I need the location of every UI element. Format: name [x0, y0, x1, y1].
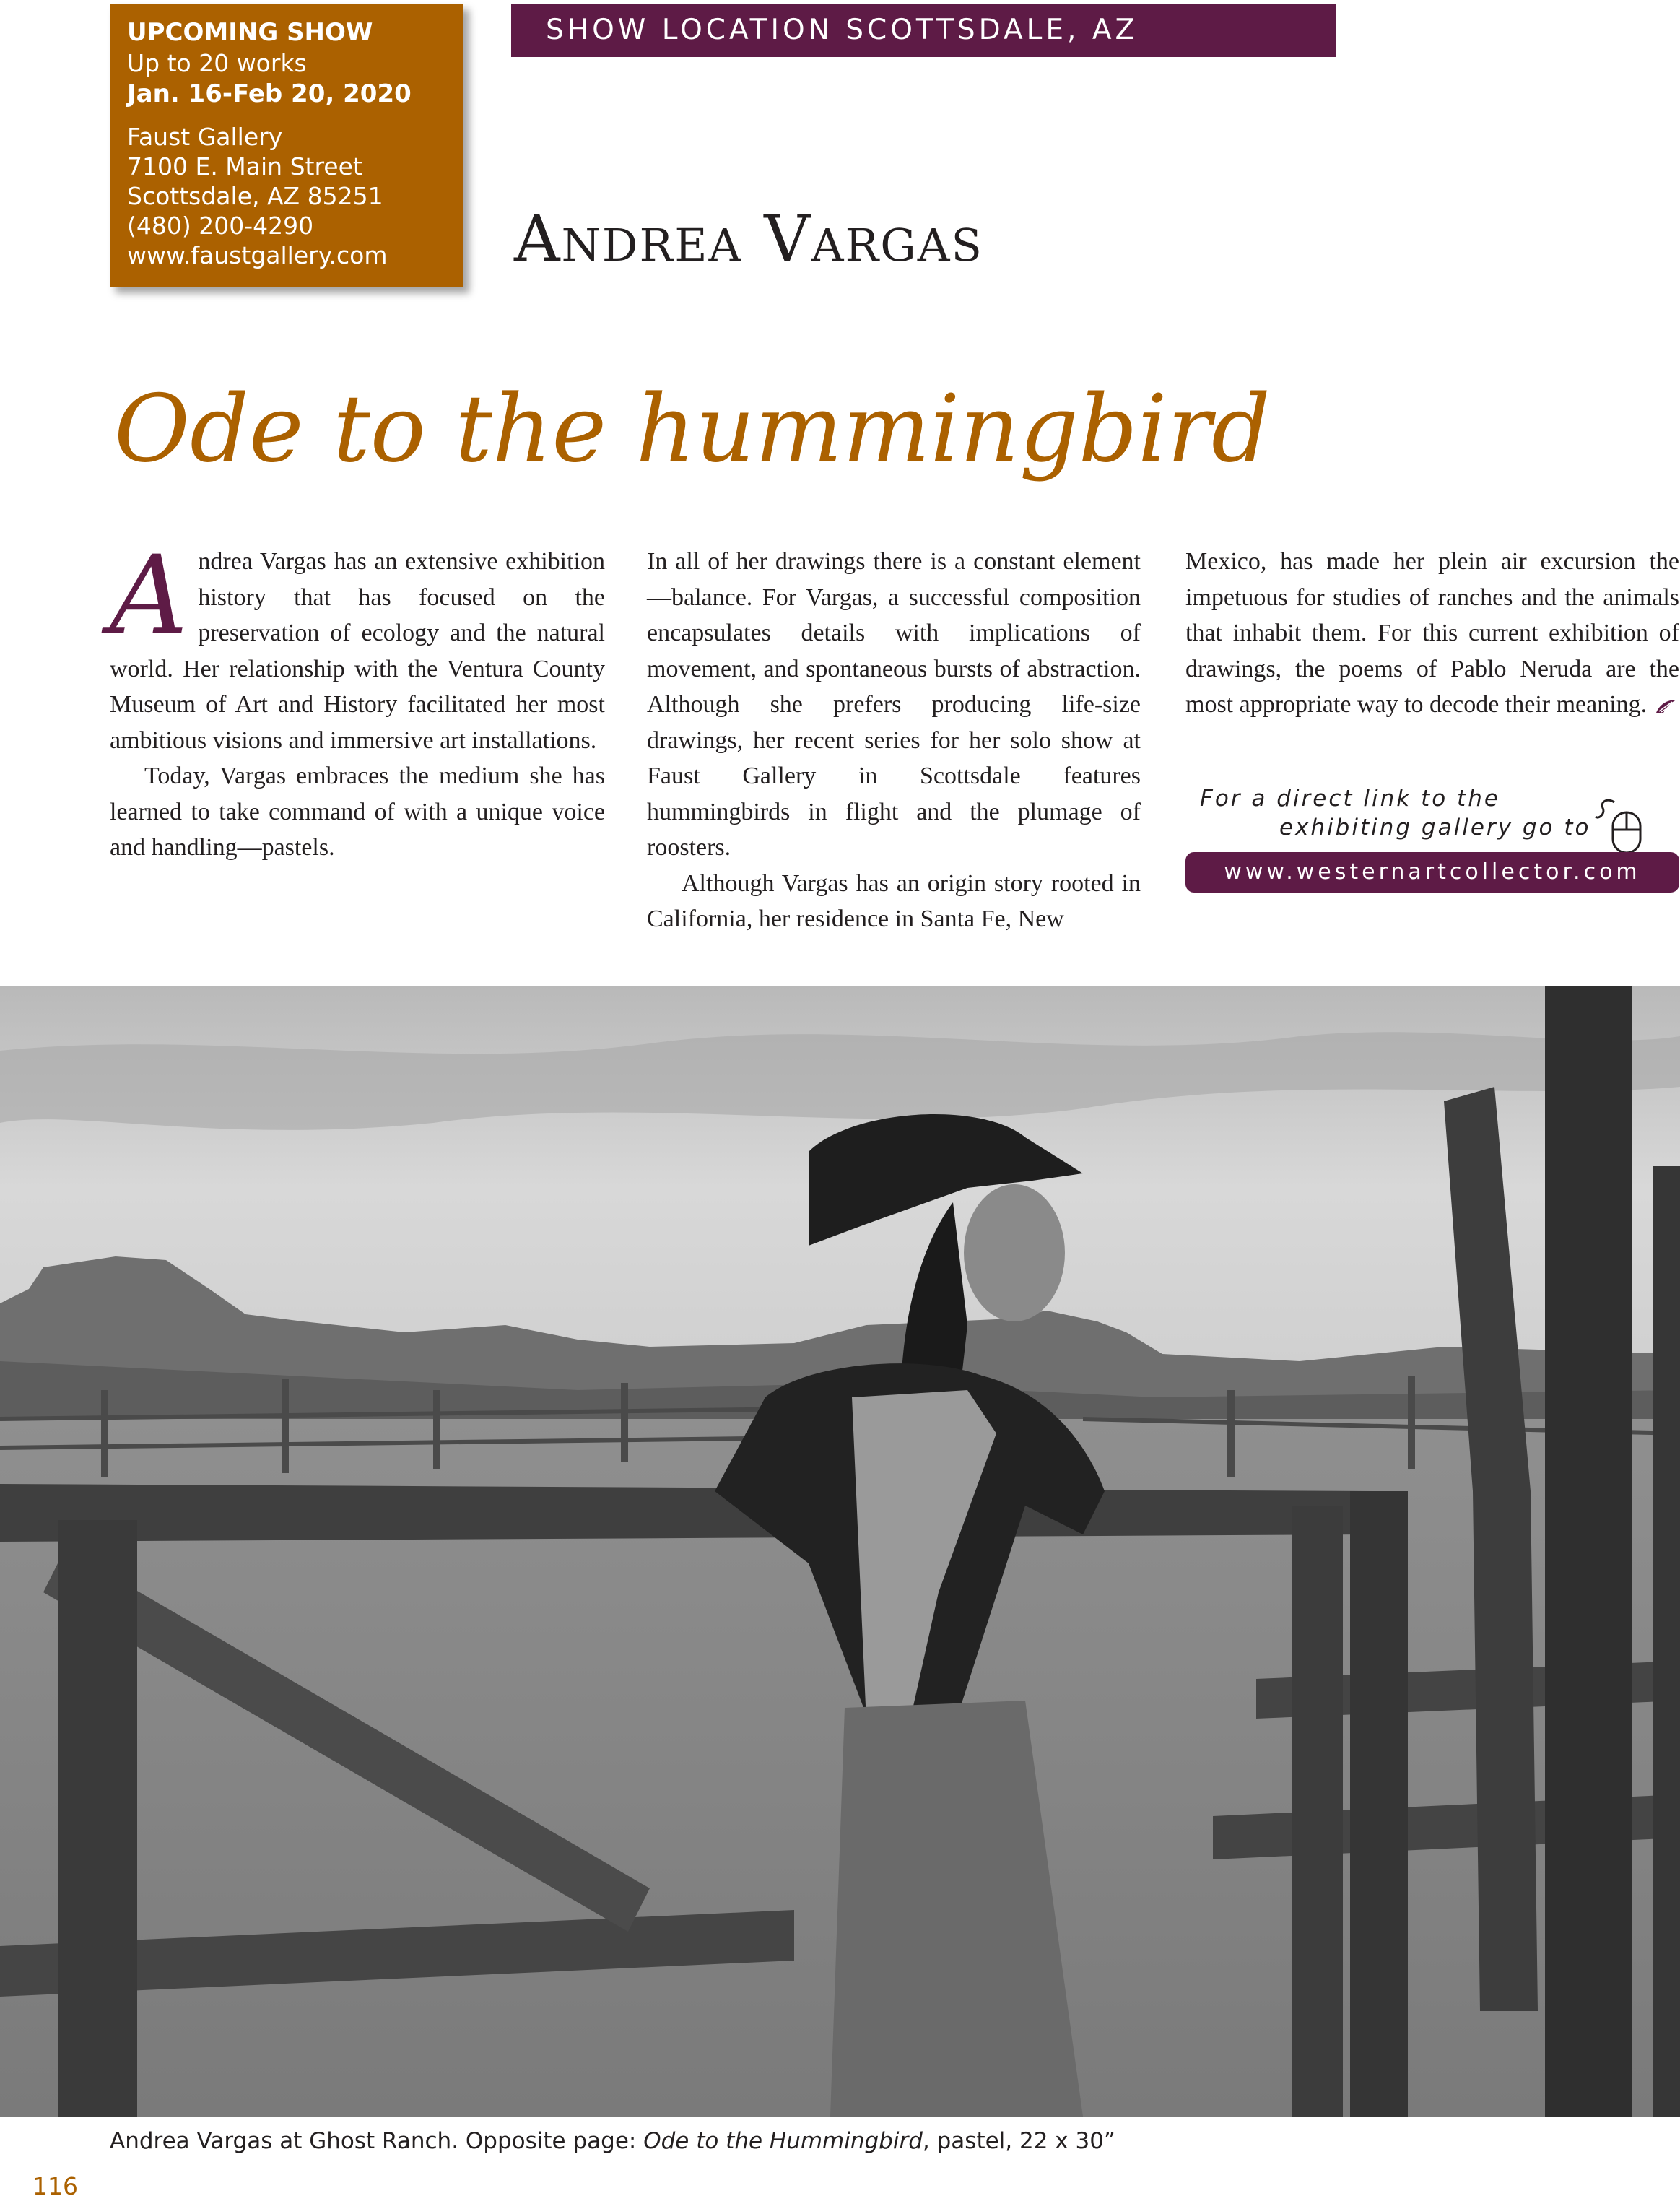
gallery-name: Faust Gallery — [127, 123, 283, 151]
article-paragraph — [1185, 544, 1679, 723]
caption-artwork-title: Ode to the Hummingbird — [643, 2128, 923, 2154]
article-paragraph: Today, Vargas embraces the medium she has learned to take command of with a unique voice and handling—pastels. — [110, 763, 605, 861]
gallery-city: Scottsdale, AZ 85251 — [127, 182, 383, 210]
paragraph-text: Mexico, has made her plein air excursion the impetuous for studies of ranches and the animals that inhabit them. For this current exhibition of drawings, the poems of Pablo Neruda are the most appropriate way to decode their meaning. — [1185, 548, 1679, 718]
gallery-street: 7100 E. Main Street — [127, 152, 362, 181]
gallery-website[interactable]: www.faustgallery.com — [127, 241, 388, 269]
drop-cap: A — [110, 533, 188, 659]
caption-prefix: Andrea Vargas at Ghost Ranch. Opposite page: — [110, 2128, 644, 2154]
computer-mouse-icon — [1593, 798, 1645, 856]
article-paragraph: In all of her drawings there is a constant element—balance. For Vargas, a successful composition encapsulates details with implications of movement, and spontaneous bursts of abstraction. Although she prefers producing life-size drawings, her recent series for her solo show at Faust Gallery in Scottsdale features hummingbirds in flight and the plumage of roosters. — [647, 548, 1141, 861]
article-headline: Ode to the hummingbird — [114, 375, 1271, 483]
feather-end-mark-icon — [1653, 697, 1678, 716]
caption-suffix: , pastel, 22 x 30” — [922, 2128, 1115, 2154]
show-works-count: Up to 20 works — [127, 49, 307, 77]
article-column-1 — [110, 533, 605, 866]
photo-caption — [110, 2125, 1115, 2157]
upcoming-show-title: UPCOMING SHOW — [127, 18, 373, 47]
artist-name: Andrea Vargas — [514, 201, 983, 276]
article-paragraph: Although Vargas has an origin story rooted in California, her residence in Santa Fe, New — [647, 869, 1141, 932]
article-column-3 — [1185, 544, 1679, 723]
website-url-bar[interactable]: www.westernartcollector.com — [1185, 852, 1679, 893]
link-promo-line-1: For a direct link to the — [1200, 786, 1500, 812]
article-paragraph — [110, 533, 605, 758]
upcoming-show-box — [110, 4, 463, 287]
artist-portrait-photo — [0, 986, 1680, 2117]
show-dates: Jan. 16-Feb 20, 2020 — [127, 79, 412, 108]
show-location-bar: SHOW LOCATION SCOTTSDALE, AZ — [511, 4, 1336, 57]
link-promo-line-2: exhibiting gallery go to — [1279, 815, 1591, 841]
page-number: 116 — [32, 2172, 78, 2200]
gallery-phone: (480) 200-4290 — [127, 212, 314, 240]
article-column-2 — [647, 544, 1141, 937]
paragraph-text: ndrea Vargas has an extensive exhibition history that has focused on the preservation of ecology and the natural world. Her relationship with the Ventura County Museum of Art and History facilitated her most ambitious visions and immersive art installations. — [110, 548, 605, 754]
